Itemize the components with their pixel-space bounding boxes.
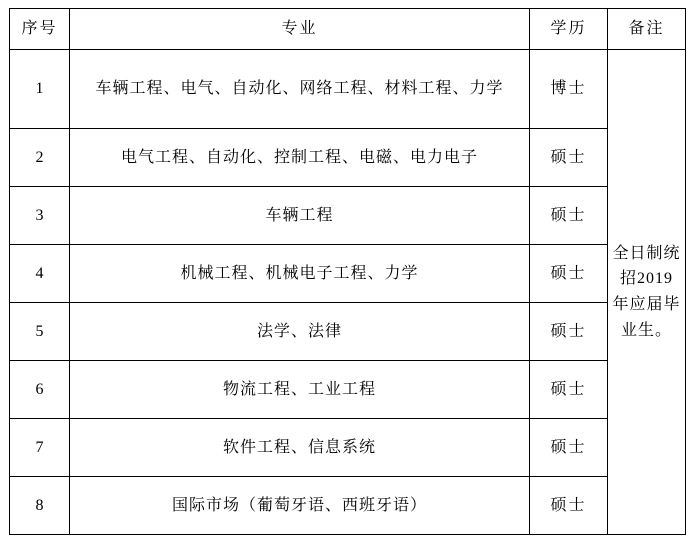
table-row bbox=[10, 50, 686, 129]
table-header-row bbox=[10, 9, 686, 50]
cell-education: 博士 bbox=[530, 50, 608, 129]
column-header-seq: 序号 bbox=[10, 9, 70, 50]
cell-note bbox=[608, 50, 686, 535]
cell-education: 硕士 bbox=[530, 361, 608, 419]
table-body bbox=[10, 50, 686, 535]
cell-major: 法学、法律 bbox=[70, 303, 530, 361]
table-row bbox=[10, 419, 686, 477]
table-header bbox=[10, 9, 686, 50]
cell-seq: 6 bbox=[10, 361, 70, 419]
table-row bbox=[10, 477, 686, 535]
cell-education: 硕士 bbox=[530, 477, 608, 535]
note-text: 全日制统招2019年应届毕业生。 bbox=[612, 244, 681, 339]
cell-major: 物流工程、工业工程 bbox=[70, 361, 530, 419]
cell-seq: 5 bbox=[10, 303, 70, 361]
cell-major: 电气工程、自动化、控制工程、电磁、电力电子 bbox=[70, 129, 530, 187]
majors-table bbox=[9, 8, 686, 535]
cell-education: 硕士 bbox=[530, 419, 608, 477]
cell-seq: 8 bbox=[10, 477, 70, 535]
cell-major: 机械工程、机械电子工程、力学 bbox=[70, 245, 530, 303]
cell-seq: 7 bbox=[10, 419, 70, 477]
table-row bbox=[10, 361, 686, 419]
cell-education: 硕士 bbox=[530, 187, 608, 245]
cell-education: 硕士 bbox=[530, 245, 608, 303]
cell-major: 软件工程、信息系统 bbox=[70, 419, 530, 477]
cell-seq: 3 bbox=[10, 187, 70, 245]
table-row bbox=[10, 129, 686, 187]
table-row bbox=[10, 245, 686, 303]
cell-seq: 4 bbox=[10, 245, 70, 303]
cell-major: 国际市场（葡萄牙语、西班牙语） bbox=[70, 477, 530, 535]
column-header-note: 备注 bbox=[608, 9, 686, 50]
column-header-major: 专业 bbox=[70, 9, 530, 50]
cell-education: 硕士 bbox=[530, 303, 608, 361]
column-header-education: 学历 bbox=[530, 9, 608, 50]
cell-major: 车辆工程 bbox=[70, 187, 530, 245]
cell-education: 硕士 bbox=[530, 129, 608, 187]
cell-major: 车辆工程、电气、自动化、网络工程、材料工程、力学 bbox=[70, 50, 530, 129]
cell-seq: 2 bbox=[10, 129, 70, 187]
table-row bbox=[10, 303, 686, 361]
table-row bbox=[10, 187, 686, 245]
cell-seq: 1 bbox=[10, 50, 70, 129]
